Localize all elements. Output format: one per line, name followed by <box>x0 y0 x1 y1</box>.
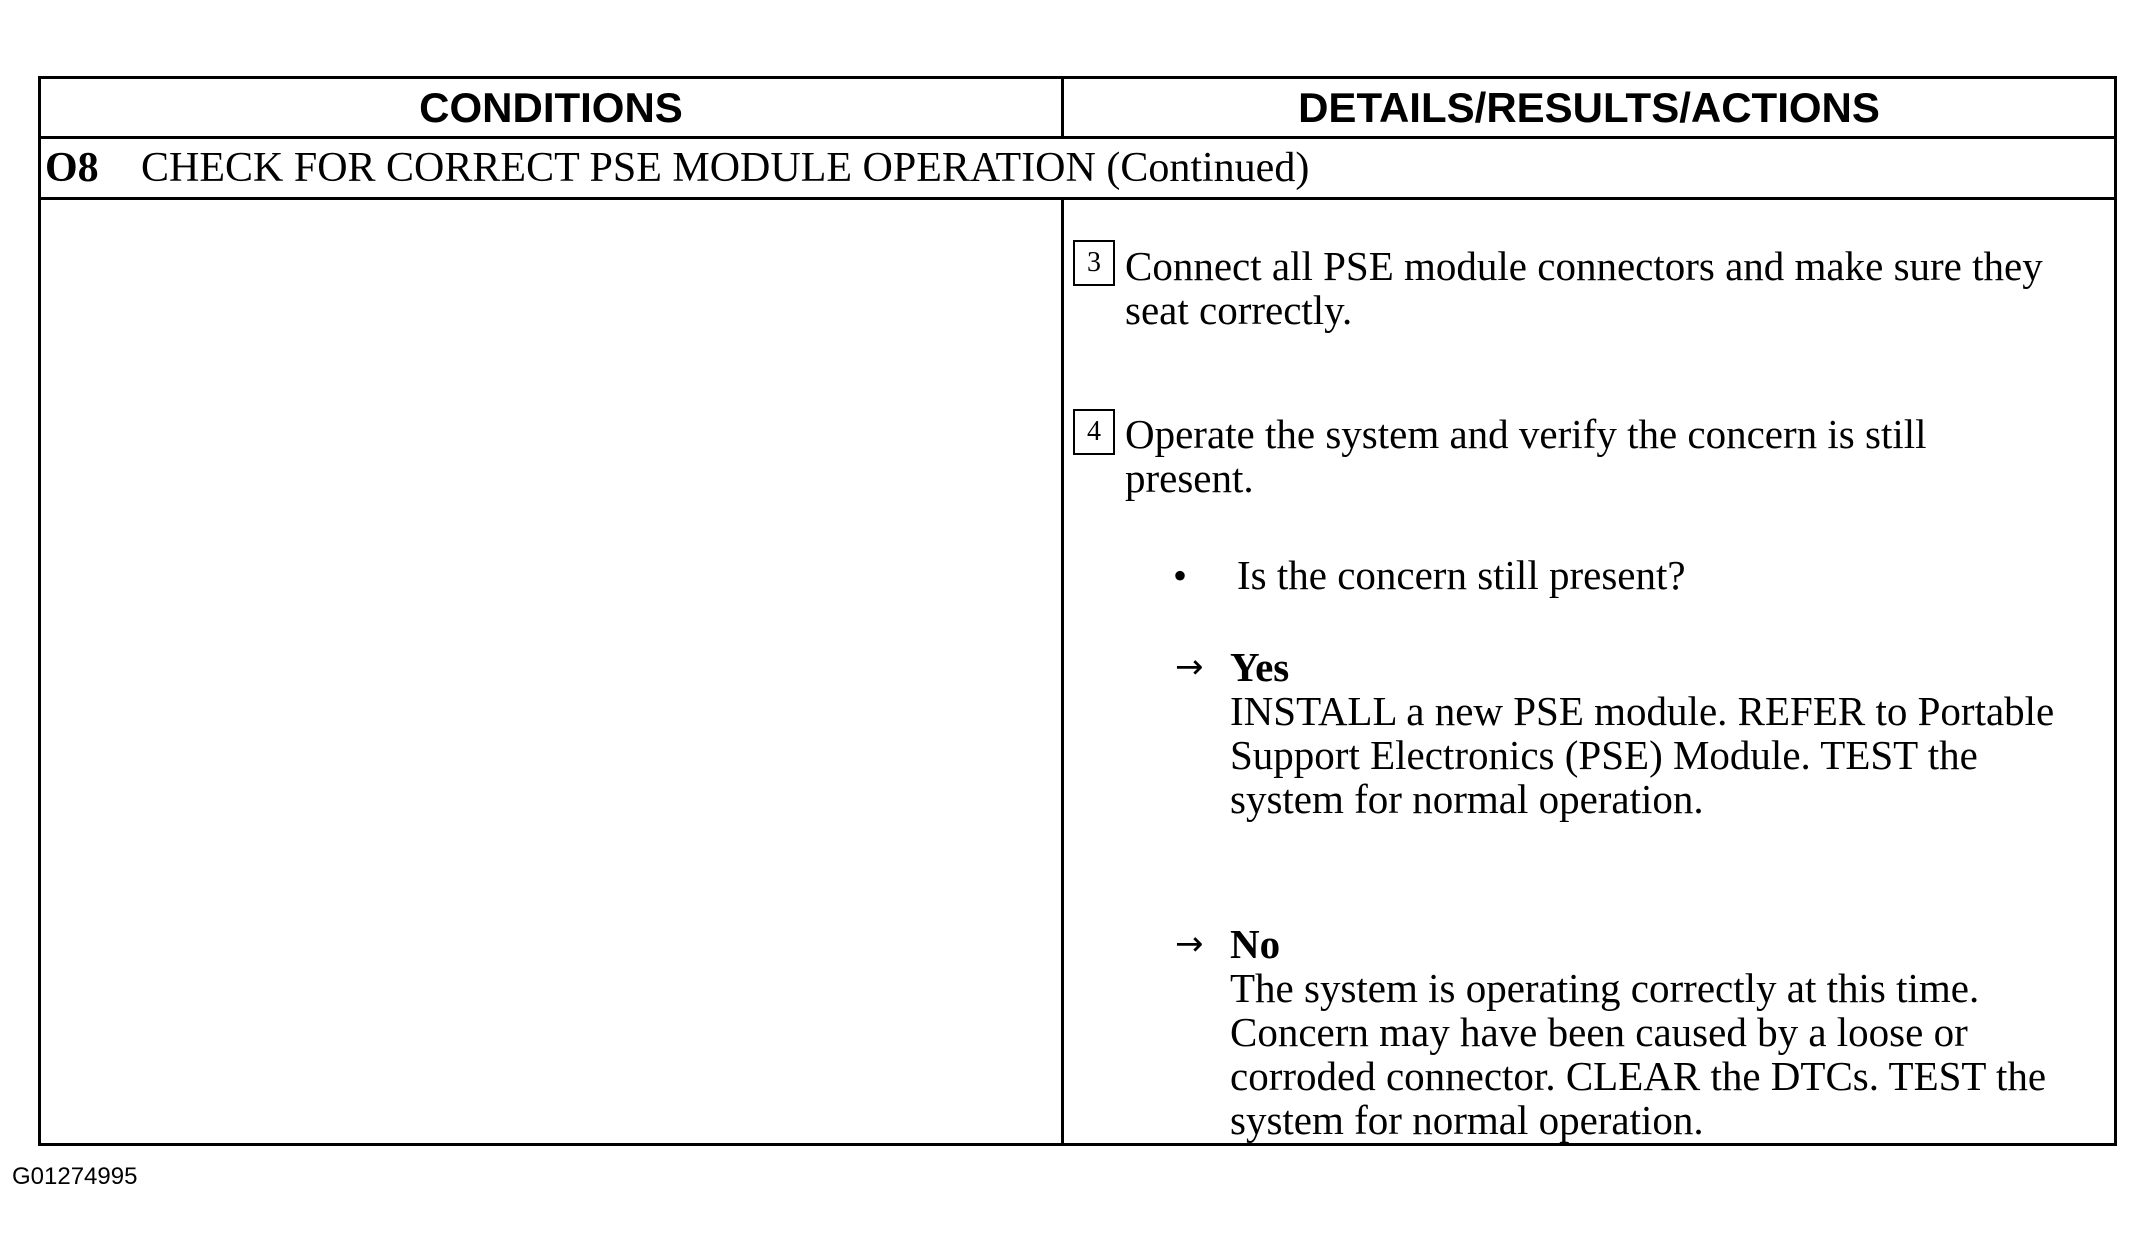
step-title-row <box>41 139 2114 197</box>
conditions-header: CONDITIONS <box>419 83 683 131</box>
no-answer <box>1230 922 2080 1142</box>
details-header: DETAILS/RESULTS/ACTIONS <box>1298 83 1880 131</box>
item-number: 4 <box>1087 416 1101 447</box>
no-text: The system is operating correctly at this time. Concern may have been caused by a loose or corroded connector. CLEAR the DTCs. TEST the system for normal operation. <box>1230 965 2047 1143</box>
column-divider-top <box>1061 79 1064 136</box>
yes-text: INSTALL a new PSE module. REFER to Portable Support Electronics (PSE) Module. TEST the system for normal operation. <box>1230 688 2055 822</box>
no-label: No <box>1230 921 1281 967</box>
question-text: Is the concern still present? <box>1237 552 1686 598</box>
yes-label: Yes <box>1230 644 1290 690</box>
step-divider <box>41 197 2114 200</box>
item-number-box-3 <box>1073 240 1115 286</box>
yes-answer <box>1230 645 2080 821</box>
arrow-right-icon: → <box>1175 647 1204 687</box>
arrow-right-icon: → <box>1175 924 1204 964</box>
figure-id: G01274995 <box>12 1163 138 1190</box>
item-number: 3 <box>1087 247 1101 278</box>
item-3-text: Connect all PSE module connectors and make sure they seat correctly. <box>1125 243 2043 333</box>
item-number-box-4 <box>1073 409 1115 455</box>
step-number: O8 <box>45 145 99 191</box>
column-divider-bottom <box>1061 200 1064 1143</box>
bullet-icon: • <box>1173 553 1188 598</box>
step-title: CHECK FOR CORRECT PSE MODULE OPERATION (Continued) <box>141 145 1310 191</box>
item-4-text: Operate the system and verify the concern is still present. <box>1125 411 1927 501</box>
